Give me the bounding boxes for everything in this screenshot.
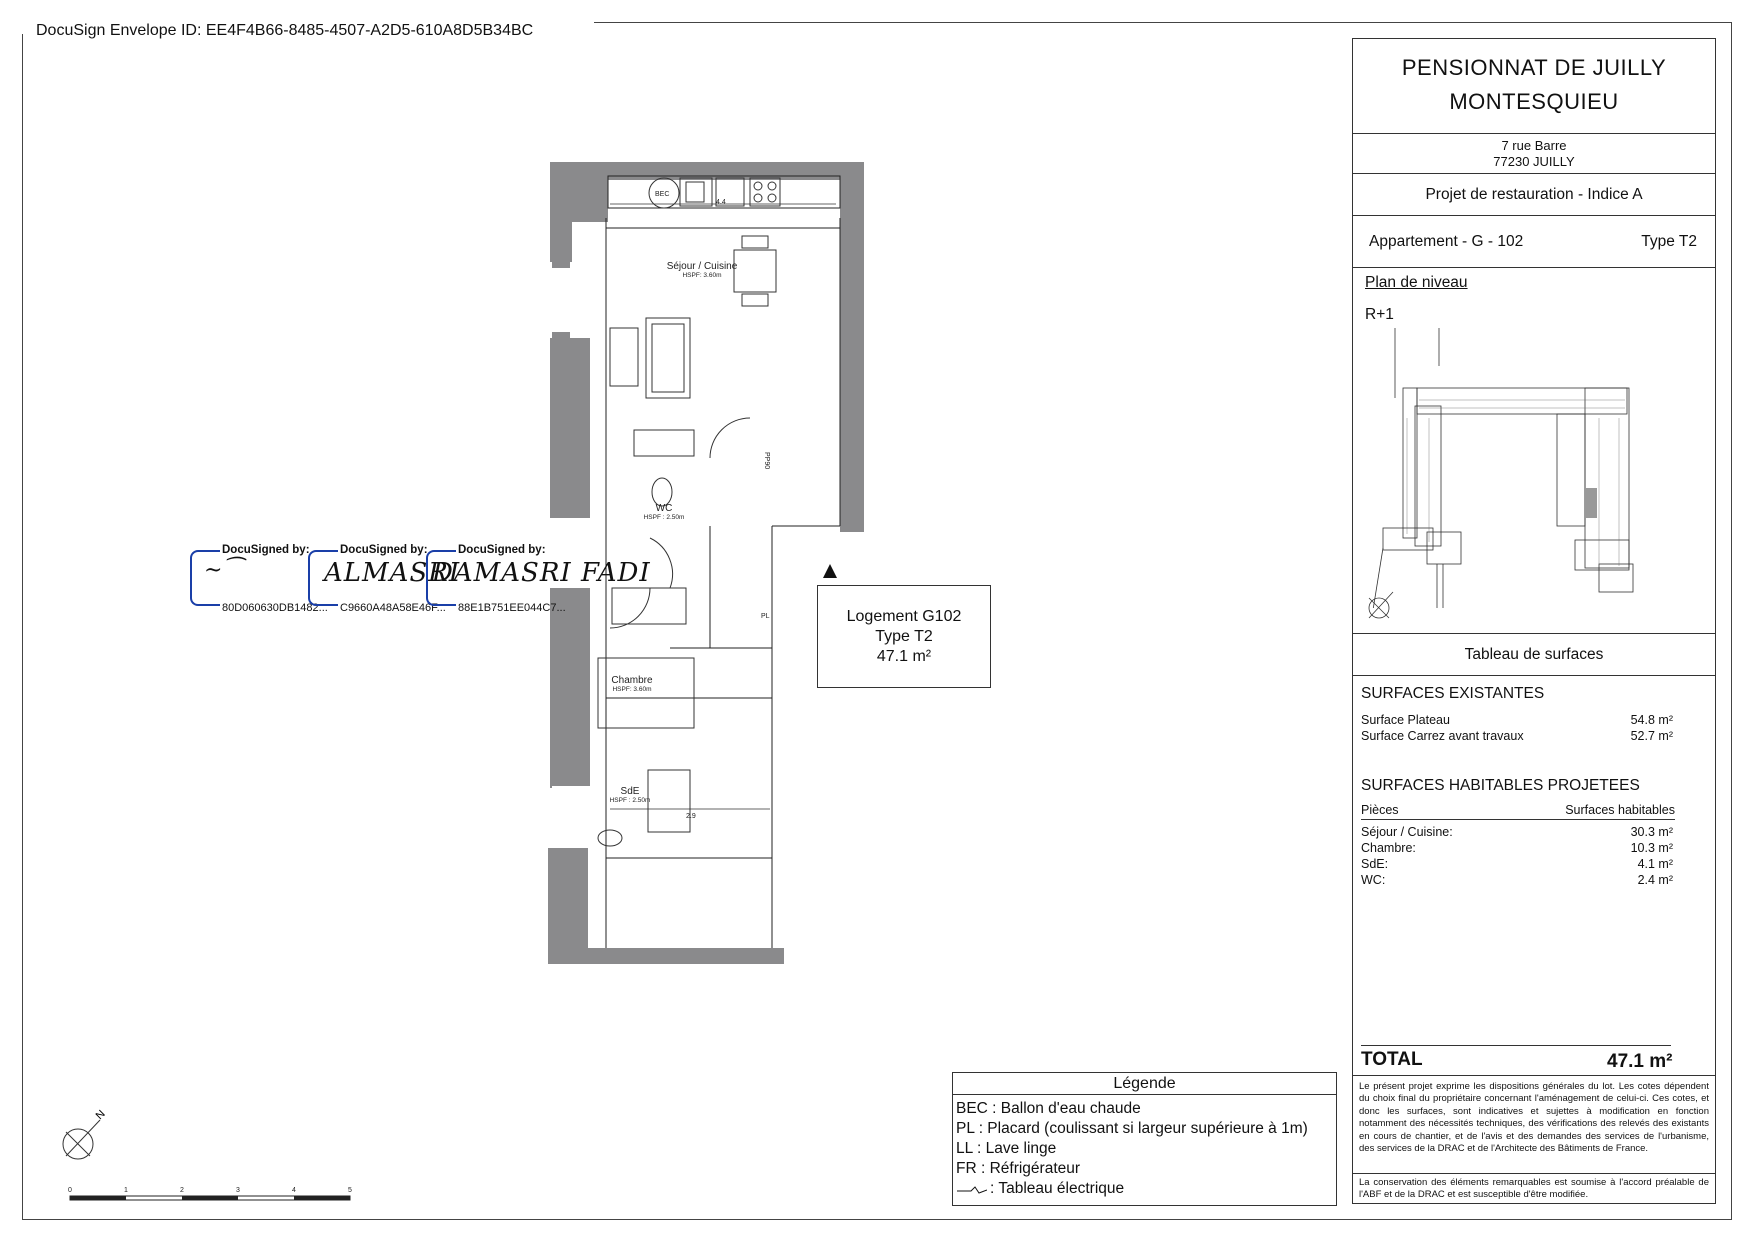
north-arrow-icon: [52, 1106, 116, 1162]
room-wc-hspf: HSPF : 2.50m: [643, 514, 685, 521]
logement-type: Type T2: [875, 628, 933, 645]
projected-title: SURFACES HABITABLES PROJETEES: [1361, 777, 1640, 794]
projected-label: Séjour / Cuisine:: [1361, 825, 1453, 839]
scale-tick-2: 2: [180, 1187, 184, 1194]
signature-mark: DAMASRI FADI: [432, 558, 651, 588]
projected-value: 30.3 m²: [1630, 825, 1673, 839]
projected-label: Chambre:: [1361, 841, 1416, 855]
projected-label: WC:: [1361, 873, 1386, 887]
projected-row: [1361, 873, 1673, 887]
signature-id: C9660A48A58E46F...: [340, 602, 446, 614]
surfaces-title: Tableau de surfaces: [1353, 634, 1715, 676]
projected-value: 2.4 m²: [1637, 873, 1673, 887]
scale-tick-4: 4: [292, 1187, 296, 1194]
legend-item: LL : Lave linge: [956, 1140, 1057, 1157]
logement-box: [817, 585, 991, 688]
existing-label: Surface Carrez avant travaux: [1361, 729, 1524, 743]
location-highlight: [1585, 488, 1597, 518]
plan-pl-label: PL: [761, 613, 770, 620]
disclaimer-1: Le présent projet exprime les dispositions générales du lot. Les cotes dépendent du choix final du propriétaire concernant l'aménagement de celui-ci. Ces cotes, et donc les surfaces, sont indicatives et sujettes à modification en fonction notamment des nécessités techniques, des vérifications des relevés des existants en cours de chantier, et de l'avis et des demandes des services de l'urbanisme, des services de la DRAC et de l'Architecte des Bâtiments de France.: [1359, 1081, 1709, 1155]
plan-bec-label: BEC: [655, 191, 670, 198]
existing-value: 54.8 m²: [1630, 713, 1673, 727]
title-block: [1352, 38, 1716, 1204]
plan-pp90-label: PP90: [763, 452, 770, 470]
projected-label: SdE:: [1361, 857, 1389, 871]
signature-mark: ALMASRI: [324, 558, 461, 588]
project-title-line2: MONTESQUIEU: [1449, 89, 1619, 114]
existing-value: 52.7 m²: [1630, 729, 1673, 743]
project-title-line1: PENSIONNAT DE JUILLY: [1401, 55, 1667, 80]
existing-title: SURFACES EXISTANTES: [1361, 685, 1545, 702]
entrance-arrow-icon: [823, 564, 837, 578]
signature-title: DocuSigned by:: [222, 544, 310, 556]
apartment-id: Appartement - G - 102: [1369, 233, 1524, 250]
disclaimer-2: La conservation des éléments remarquables est soumise à l'accord préalable de l'ABF et de la DRAC et est susceptible d'être modifiée.: [1359, 1177, 1709, 1201]
signature-block-3[interactable]: [426, 544, 651, 614]
signature-mark: ~⁀: [204, 558, 243, 583]
projected-value: 4.1 m²: [1637, 857, 1673, 871]
apartment-type: Type T2: [1641, 233, 1697, 250]
room-chambre-name: Chambre: [611, 675, 653, 686]
room-wc-name: WC: [655, 503, 673, 514]
col-pieces: Pièces: [1361, 803, 1399, 817]
signature-id: 88E1B751EE044C7...: [458, 602, 566, 614]
scale-tick-3: 3: [236, 1187, 240, 1194]
project-title: [1353, 39, 1715, 134]
site-north-icon: [1361, 584, 1401, 624]
signature-id: 80D060630DB1482...: [222, 602, 328, 614]
existing-row: [1361, 729, 1673, 743]
logement-area: 47.1 m²: [876, 648, 932, 665]
scale-tick-1: 1: [124, 1187, 128, 1194]
projected-value: 10.3 m²: [1630, 841, 1673, 855]
total-label: TOTAL: [1361, 1049, 1423, 1070]
legend: [952, 1072, 1337, 1206]
apartment-row: [1353, 216, 1715, 268]
legend-item: FR : Réfrigérateur: [956, 1160, 1081, 1177]
room-sde-hspf: HSPF : 2.50m: [609, 797, 651, 804]
location-plan: [1353, 268, 1715, 634]
room-sejour-hspf: HSPF: 3.60m: [682, 272, 722, 279]
total-value: 47.1 m²: [1607, 1051, 1673, 1072]
project-name: Projet de restauration - Indice A: [1353, 174, 1715, 216]
electrical-panel-icon: [957, 1185, 987, 1195]
legend-title: Légende: [953, 1073, 1336, 1095]
projected-header: [1361, 803, 1675, 820]
plan-dim-bottom: 2.9: [686, 813, 696, 820]
address: [1353, 134, 1715, 174]
existing-label: Surface Plateau: [1361, 713, 1450, 727]
scale-tick-5: 5: [348, 1187, 352, 1194]
projected-row: [1361, 857, 1673, 871]
site-plan: [1363, 328, 1663, 608]
projected-row: [1361, 825, 1673, 839]
legend-item-electrical: [953, 1179, 1336, 1199]
room-chambre-hspf: HSPF: 3.60m: [612, 686, 652, 693]
signature-title: DocuSigned by:: [340, 544, 428, 556]
north-label: N: [93, 1108, 108, 1123]
legend-item: BEC : Ballon d'eau chaude: [956, 1100, 1141, 1117]
scale-tick-0: 0: [68, 1187, 72, 1194]
plan-dim-top: 4.4: [716, 199, 726, 206]
scale-bar: [62, 1180, 362, 1208]
envelope-id: DocuSign Envelope ID: EE4F4B66-8485-4507-A2D5-610A8D5B34BC: [36, 22, 534, 39]
logement-name: Logement G102: [846, 608, 962, 625]
address-line2: 77230 JUILLY: [1493, 154, 1575, 169]
legend-item: PL : Placard (coulissant si largeur supérieure à 1m): [956, 1120, 1308, 1137]
plan-title: Plan de niveau: [1365, 274, 1468, 291]
address-line1: 7 rue Barre: [1501, 138, 1567, 153]
col-surfaces: Surfaces habitables: [1565, 803, 1675, 817]
legend-electrical-label: : Tableau électrique: [990, 1180, 1125, 1197]
existing-row: [1361, 713, 1673, 727]
room-sejour-name: Séjour / Cuisine: [666, 261, 738, 272]
signature-title: DocuSigned by:: [458, 544, 546, 556]
plan-level: R+1: [1365, 306, 1394, 323]
room-sde-name: SdE: [620, 786, 640, 797]
projected-row: [1361, 841, 1673, 855]
